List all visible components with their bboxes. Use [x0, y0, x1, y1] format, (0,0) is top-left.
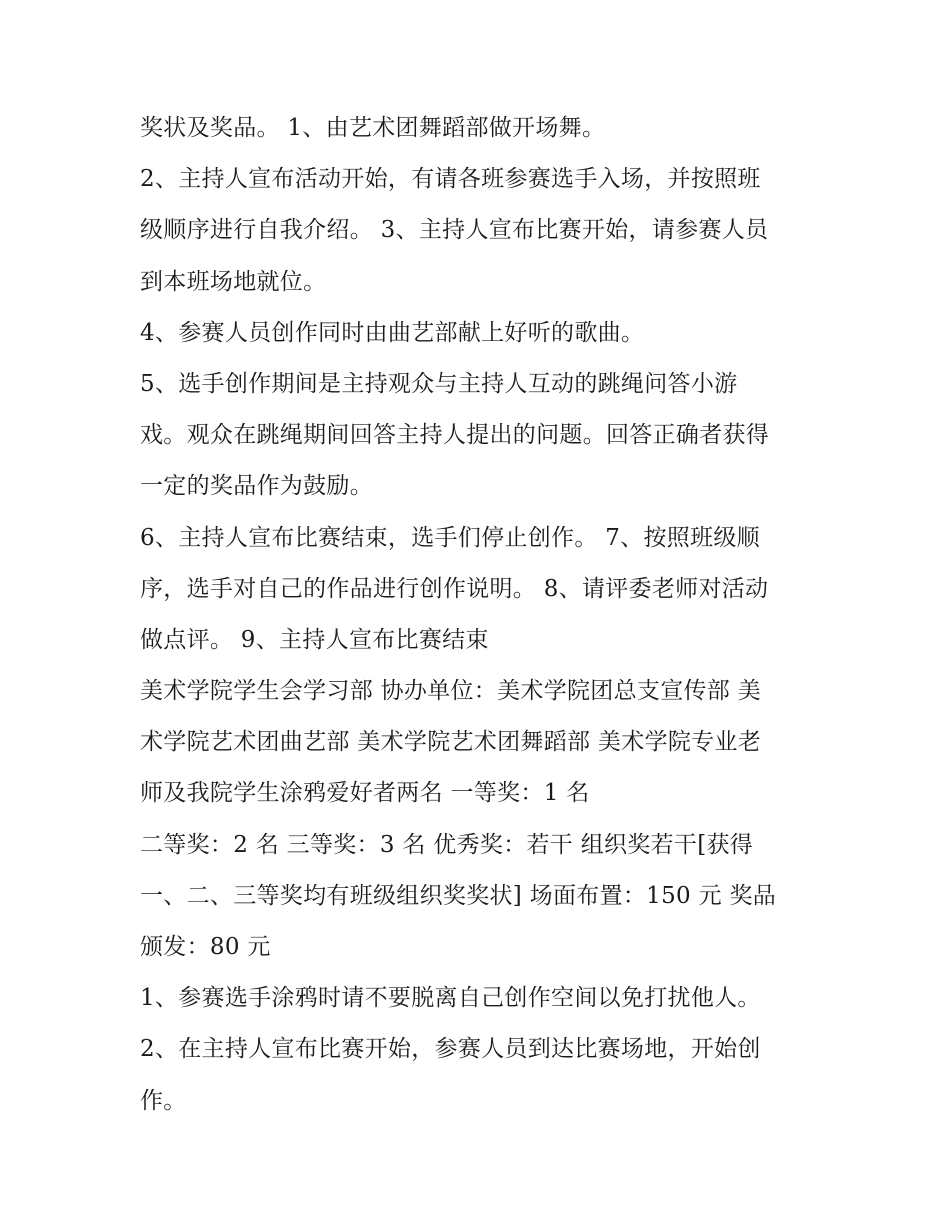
text-line: 6、主持人宣布比赛结束，选手们停止创作。 7、按照班级顺 — [140, 524, 760, 551]
text-line: 到本班场地就位。 — [140, 268, 327, 295]
text-line: 二等奖：2 名 三等奖：3 名 优秀奖：若干 组织奖若干[获得 — [140, 831, 754, 858]
text-line: 戏。观众在跳绳期间回答主持人提出的问题。回答正确者获得 — [140, 422, 770, 449]
text-line: 一、二、三等奖均有班级组织奖奖状] 场面布置：150 元 奖品 — [140, 882, 777, 909]
text-line: 颁发：80 元 — [140, 934, 271, 960]
text-line: 序，选手对自己的作品进行创作说明。 8、请评委老师对活动 — [140, 575, 769, 602]
text-line: 奖状及奖品。 1、由艺术团舞蹈部做开场舞。 — [140, 115, 606, 141]
document-body — [140, 103, 820, 1127]
text-line: 术学院艺术团曲艺部 美术学院艺术团舞蹈部 美术学院专业老 — [140, 729, 762, 756]
text-line: 1、参赛选手涂鸦时请不要脱离自己创作空间以免打扰他人。 — [140, 985, 761, 1012]
text-line: 2、在主持人宣布比赛开始，参赛人员到达比赛场地，开始创 — [140, 1036, 761, 1063]
text-line: 4、参赛人员创作同时由曲艺部献上好听的歌曲。 — [140, 319, 645, 346]
text-line: 美术学院学生会学习部 协办单位：美术学院团总支宣传部 美 — [140, 678, 762, 705]
text-line: 作。 — [140, 1087, 187, 1114]
text-line: 做点评。 9、主持人宣布比赛结束 — [140, 626, 489, 653]
text-line: 5、选手创作期间是主持观众与主持人互动的跳绳问答小游 — [140, 370, 738, 397]
text-line: 师及我院学生涂鸦爱好者两名 一等奖：1 名 — [140, 780, 590, 807]
text-line: 一定的奖品作为鼓励。 — [140, 473, 373, 500]
text-line: 2、主持人宣布活动开始，有请各班参赛选手入场，并按照班 — [140, 166, 761, 193]
text-line: 级顺序进行自我介绍。 3、主持人宣布比赛开始，请参赛人员 — [140, 217, 769, 244]
